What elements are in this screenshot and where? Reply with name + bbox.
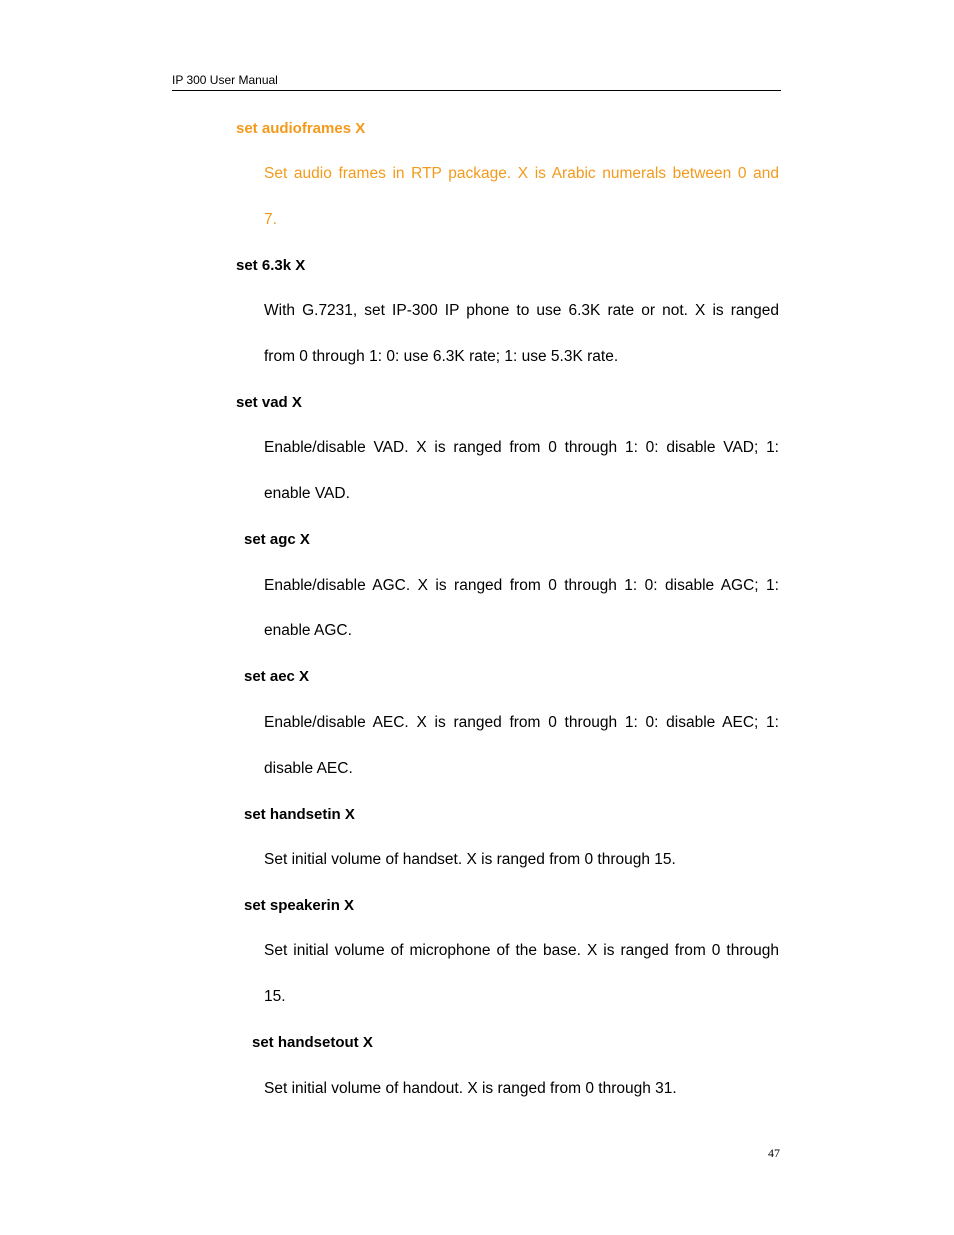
section-handsetout-line-1: Set initial volume of handout. X is ranged from 0 through 31.: [264, 1080, 677, 1097]
section-heading-aec: set aec X: [244, 668, 310, 685]
section-heading-speakerin: set speakerin X: [244, 897, 355, 914]
section-heading-6-3k: set 6.3k X: [236, 257, 306, 274]
section-vad-line-1: Enable/disable VAD. X is ranged from 0 through 1: 0: disable VAD; 1:: [264, 439, 779, 456]
section-speakerin-line-2: 15.: [264, 988, 286, 1005]
section-agc-line-1: Enable/disable AGC. X is ranged from 0 through 1: 0: disable AGC; 1:: [264, 577, 779, 594]
section-agc-line-2: enable AGC.: [264, 622, 352, 639]
section-heading-agc: set agc X: [244, 531, 310, 548]
section-audioframes-line-2: 7.: [264, 211, 277, 228]
section-audioframes-line-1: Set audio frames in RTP package. X is Arabic numerals between 0 and: [264, 165, 779, 182]
section-6-3k-line-2: from 0 through 1: 0: use 6.3K rate; 1: use 5.3K rate.: [264, 348, 619, 365]
section-vad-line-2: enable VAD.: [264, 485, 350, 502]
section-speakerin-line-1: Set initial volume of microphone of the base. X is ranged from 0 through: [264, 942, 779, 959]
section-aec-line-2: disable AEC.: [264, 760, 353, 777]
section-heading-vad: set vad X: [236, 394, 302, 411]
section-handsetin-line-1: Set initial volume of handset. X is ranged from 0 through 15.: [264, 851, 676, 868]
section-6-3k-line-1: With G.7231, set IP-300 IP phone to use 6.3K rate or not. X is ranged: [264, 302, 779, 319]
section-heading-handsetin: set handsetin X: [244, 806, 355, 823]
running-header: IP 300 User Manual: [172, 72, 781, 91]
page-number: 47: [768, 1146, 780, 1160]
section-heading-handsetout: set handsetout X: [252, 1034, 373, 1051]
section-aec-line-1: Enable/disable AEC. X is ranged from 0 through 1: 0: disable AEC; 1:: [264, 714, 779, 731]
section-heading-audioframes: set audioframes X: [236, 120, 366, 137]
